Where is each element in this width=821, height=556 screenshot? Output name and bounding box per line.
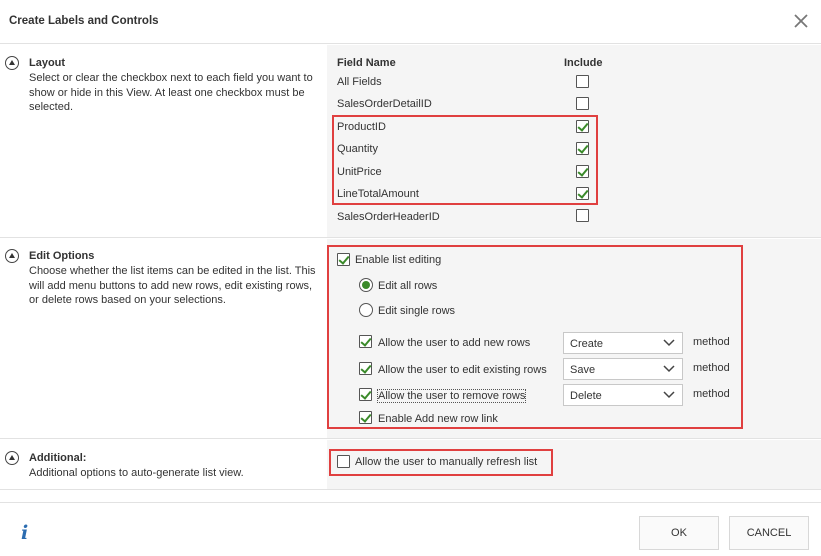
chevron-down-icon <box>663 339 675 347</box>
add-method-select[interactable] <box>563 332 683 354</box>
field-unitprice: UnitPrice <box>337 166 382 178</box>
layout-collapse-icon[interactable] <box>5 56 19 70</box>
add-method-value: Create <box>570 338 604 350</box>
cancel-button[interactable]: CANCEL <box>729 516 809 550</box>
allow-edit-rows-label: Allow the user to edit existing rows <box>378 364 547 376</box>
edit-single-rows-radio[interactable] <box>359 303 373 317</box>
field-all-fields: All Fields <box>337 76 382 88</box>
include-checkbox-salesorderdetailid[interactable] <box>576 97 589 110</box>
allow-add-rows-checkbox[interactable] <box>359 335 372 348</box>
manual-refresh-checkbox[interactable] <box>337 455 350 468</box>
edit-options-collapse-icon[interactable] <box>5 249 19 263</box>
edit-options-description: Choose whether the list items can be edited in the list. This will add menu buttons to add new rows, edit existing rows, or delete rows based on your selections. <box>29 265 316 306</box>
allow-remove-rows-checkbox[interactable] <box>359 388 372 401</box>
include-checkbox-unitprice[interactable] <box>576 165 589 178</box>
edit-all-rows-radio[interactable] <box>359 278 373 292</box>
field-quantity: Quantity <box>337 143 378 155</box>
enable-add-row-link-label: Enable Add new row link <box>378 413 498 425</box>
edit-single-rows-label: Edit single rows <box>378 305 456 317</box>
edit-all-rows-label: Edit all rows <box>378 280 438 292</box>
allow-remove-rows-label: Allow the user to remove rows <box>378 390 526 402</box>
layout-title: Layout <box>29 57 66 69</box>
dialog-titlebar <box>0 0 821 44</box>
edit-method-select[interactable] <box>563 358 683 380</box>
manual-refresh-label: Allow the user to manually refresh list <box>355 456 538 468</box>
enable-list-editing-label: Enable list editing <box>355 254 442 266</box>
remove-method-suffix: method <box>693 388 730 400</box>
allow-edit-rows-checkbox[interactable] <box>359 362 372 375</box>
field-name-header: Field Name <box>337 57 396 69</box>
additional-collapse-icon[interactable] <box>5 451 19 465</box>
add-method-suffix: method <box>693 336 730 348</box>
enable-add-row-link-checkbox[interactable] <box>359 411 372 424</box>
ok-button[interactable]: OK <box>639 516 719 550</box>
edit-method-suffix: method <box>693 362 730 374</box>
include-checkbox-salesorderheaderid[interactable] <box>576 209 589 222</box>
field-salesorderdetailid: SalesOrderDetailID <box>337 98 432 110</box>
include-checkbox-linetotalamount[interactable] <box>576 187 589 200</box>
edit-options-title: Edit Options <box>29 250 95 262</box>
footer-divider <box>0 502 821 503</box>
include-header: Include <box>564 57 603 69</box>
info-icon[interactable]: i <box>21 522 29 544</box>
field-salesorderheaderid: SalesOrderHeaderID <box>337 211 440 223</box>
enable-list-editing-checkbox[interactable] <box>337 253 350 266</box>
chevron-down-icon <box>663 365 675 373</box>
field-linetotalamount: LineTotalAmount <box>337 188 419 200</box>
dialog-title: Create Labels and Controls <box>9 15 159 27</box>
allow-add-rows-label: Allow the user to add new rows <box>378 337 531 349</box>
field-productid: ProductID <box>337 121 386 133</box>
layout-field-panel <box>327 45 821 237</box>
include-checkbox-all-fields[interactable] <box>576 75 589 88</box>
additional-info <box>0 440 327 489</box>
remove-method-value: Delete <box>570 390 602 402</box>
include-checkbox-productid[interactable] <box>576 120 589 133</box>
additional-title: Additional: <box>29 452 87 464</box>
additional-description: Additional options to auto-generate list view. <box>29 467 244 479</box>
include-checkbox-quantity[interactable] <box>576 142 589 155</box>
remove-method-select[interactable] <box>563 384 683 406</box>
close-icon[interactable] <box>791 11 811 31</box>
edit-method-value: Save <box>570 364 596 376</box>
layout-description: Select or clear the checkbox next to each field you want to show or hide in this View. At least one checkbox must be selected. <box>29 72 313 113</box>
chevron-down-icon <box>663 391 675 399</box>
